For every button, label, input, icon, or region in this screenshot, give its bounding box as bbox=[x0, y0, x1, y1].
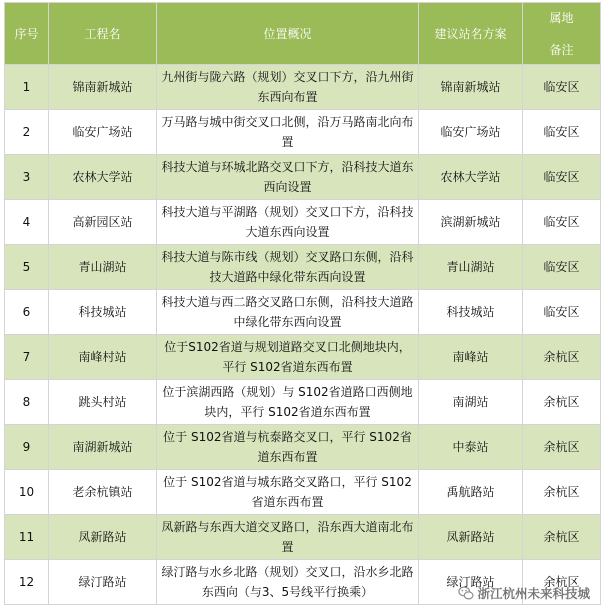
cell-region: 临安区 bbox=[523, 290, 601, 335]
cell-index: 7 bbox=[5, 335, 49, 380]
cell-project: 老余杭镇站 bbox=[49, 470, 157, 515]
cell-location: 科技大道与西二路交叉路口东侧，沿科技大道路中绿化带东西向设置 bbox=[157, 290, 419, 335]
header-proposed-name: 建议站名方案 bbox=[419, 3, 523, 65]
cell-location: 科技大道与平湖路（规划）交叉口下方，沿科技大道东西向设置 bbox=[157, 200, 419, 245]
header-location: 位置概况 bbox=[157, 3, 419, 65]
cell-proposed-name: 农林大学站 bbox=[419, 155, 523, 200]
cell-project: 南峰村站 bbox=[49, 335, 157, 380]
cell-index: 11 bbox=[5, 515, 49, 560]
cell-location: 科技大道与环城北路交叉口下方，沿科技大道东西向设置 bbox=[157, 155, 419, 200]
cell-proposed-name: 青山湖站 bbox=[419, 245, 523, 290]
cell-project: 高新园区站 bbox=[49, 200, 157, 245]
table-row bbox=[5, 425, 601, 470]
table-row bbox=[5, 65, 601, 110]
cell-location: 位于 S102省道与城东路交叉路口，平行 S102省道东西布置 bbox=[157, 470, 419, 515]
header-region-top: 属地 bbox=[549, 10, 574, 25]
cell-index: 5 bbox=[5, 245, 49, 290]
cell-proposed-name: 南峰站 bbox=[419, 335, 523, 380]
cell-project: 南湖新城站 bbox=[49, 425, 157, 470]
cell-location: 科技大道与陈市线（规划）交叉路口东侧，沿科技大道路中绿化带东西向设置 bbox=[157, 245, 419, 290]
cell-project: 跳头村站 bbox=[49, 380, 157, 425]
header-region bbox=[523, 3, 601, 65]
cell-proposed-name: 南湖站 bbox=[419, 380, 523, 425]
table-row bbox=[5, 290, 601, 335]
cell-region: 余杭区 bbox=[523, 335, 601, 380]
table-row bbox=[5, 155, 601, 200]
cell-location: 凤新路与东西大道交叉路口，沿东西大道南北布置 bbox=[157, 515, 419, 560]
cell-region: 余杭区 bbox=[523, 515, 601, 560]
cell-region: 余杭区 bbox=[523, 470, 601, 515]
cell-project: 凤新路站 bbox=[49, 515, 157, 560]
cell-region: 余杭区 bbox=[523, 380, 601, 425]
cell-project: 绿汀路站 bbox=[49, 560, 157, 605]
table-row bbox=[5, 470, 601, 515]
header-project: 工程名 bbox=[49, 3, 157, 65]
cell-location: 位于S102省道与规划道路交叉口北侧地块内，平行 S102省道东西布置 bbox=[157, 335, 419, 380]
cell-index: 6 bbox=[5, 290, 49, 335]
cell-proposed-name: 科技城站 bbox=[419, 290, 523, 335]
cell-location: 位于滨湖西路（规划）与 S102省道路口西侧地块内，平行 S102省道东西布置 bbox=[157, 380, 419, 425]
cell-index: 1 bbox=[5, 65, 49, 110]
cell-region: 临安区 bbox=[523, 155, 601, 200]
cell-index: 2 bbox=[5, 110, 49, 155]
cell-proposed-name: 锦南新城站 bbox=[419, 65, 523, 110]
watermark bbox=[458, 584, 590, 602]
cell-project: 科技城站 bbox=[49, 290, 157, 335]
cell-proposed-name: 临安广场站 bbox=[419, 110, 523, 155]
cell-project: 锦南新城站 bbox=[49, 65, 157, 110]
cell-location: 绿汀路与水乡北路（规划）交叉口，沿水乡北路东西向（与3、5号线平行换乘） bbox=[157, 560, 419, 605]
station-table bbox=[4, 2, 601, 605]
cell-location: 万马路与城中街交叉口北侧，沿万马路南北向布置 bbox=[157, 110, 419, 155]
cell-region: 临安区 bbox=[523, 200, 601, 245]
table-row bbox=[5, 335, 601, 380]
wechat-icon bbox=[458, 585, 474, 601]
cell-index: 9 bbox=[5, 425, 49, 470]
header-index: 序号 bbox=[5, 3, 49, 65]
cell-region: 临安区 bbox=[523, 245, 601, 290]
cell-location: 位于 S102省道与杭泰路交叉口，平行 S102省道东西布置 bbox=[157, 425, 419, 470]
cell-index: 10 bbox=[5, 470, 49, 515]
cell-region: 临安区 bbox=[523, 110, 601, 155]
cell-proposed-name: 禹航路站 bbox=[419, 470, 523, 515]
cell-region: 临安区 bbox=[523, 65, 601, 110]
table-row bbox=[5, 200, 601, 245]
cell-project: 农林大学站 bbox=[49, 155, 157, 200]
cell-index: 12 bbox=[5, 560, 49, 605]
watermark-text: 浙江杭州未来科技城 bbox=[477, 586, 590, 601]
header-region-bottom: 备注 bbox=[549, 42, 574, 57]
table-row bbox=[5, 110, 601, 155]
cell-project: 青山湖站 bbox=[49, 245, 157, 290]
cell-project: 临安广场站 bbox=[49, 110, 157, 155]
cell-region: 余杭区 bbox=[523, 560, 601, 605]
table-row bbox=[5, 245, 601, 290]
header-row bbox=[5, 3, 601, 65]
cell-region: 余杭区 bbox=[523, 425, 601, 470]
cell-proposed-name: 绿汀路站 bbox=[419, 560, 523, 605]
table-row bbox=[5, 380, 601, 425]
cell-proposed-name: 中泰站 bbox=[419, 425, 523, 470]
cell-proposed-name: 滨湖新城站 bbox=[419, 200, 523, 245]
cell-index: 8 bbox=[5, 380, 49, 425]
cell-index: 3 bbox=[5, 155, 49, 200]
cell-location: 九州街与陇六路（规划）交叉口下方，沿九州街东西向布置 bbox=[157, 65, 419, 110]
cell-proposed-name: 凤新路站 bbox=[419, 515, 523, 560]
cell-index: 4 bbox=[5, 200, 49, 245]
table-row bbox=[5, 515, 601, 560]
